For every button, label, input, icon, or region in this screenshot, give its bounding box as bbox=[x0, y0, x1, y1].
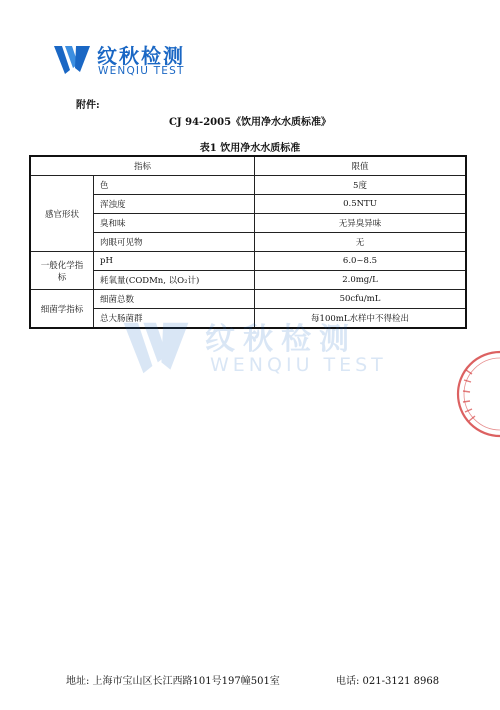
table-row bbox=[30, 233, 466, 252]
company-logo bbox=[52, 40, 222, 82]
header-limit: 限值 bbox=[255, 156, 467, 176]
wenqiu-logo-icon bbox=[52, 42, 92, 78]
footer-phone: 电话: 021-3121 8968 bbox=[336, 676, 440, 687]
limit-cell: 无异臭异味 bbox=[255, 214, 467, 233]
attachment-label: 附件: bbox=[76, 100, 100, 111]
limit-cell: 2.0mg/L bbox=[255, 271, 467, 290]
limit-cell: 0.5NTU bbox=[255, 195, 467, 214]
indicator-cell: 细菌总数 bbox=[94, 290, 255, 309]
limit-cell: 5度 bbox=[255, 176, 467, 195]
footer-address: 地址: 上海市宝山区长江西路101号197幢501室 bbox=[66, 676, 280, 687]
watermark-text-cn: 纹秋检测 bbox=[205, 322, 357, 357]
table-row bbox=[30, 176, 466, 195]
indicator-cell: 肉眼可见物 bbox=[94, 233, 255, 252]
indicator-cell: 总大肠菌群 bbox=[94, 309, 255, 329]
category-cell: 感官形状 bbox=[30, 176, 94, 252]
table-row bbox=[30, 214, 466, 233]
limit-cell: 每100mL水样中不得检出 bbox=[255, 309, 467, 329]
indicator-cell: 色 bbox=[94, 176, 255, 195]
red-seal-stamp bbox=[434, 348, 500, 440]
category-cell: 细菌学指标 bbox=[30, 290, 94, 329]
brand-name-en: WENQIU TEST bbox=[98, 65, 185, 77]
limit-cell: 无 bbox=[255, 233, 467, 252]
table-header-row bbox=[30, 156, 466, 176]
standard-title: CJ 94-2005《饮用净水水质标准》 bbox=[168, 117, 332, 128]
table-row bbox=[30, 195, 466, 214]
water-quality-table bbox=[29, 155, 467, 329]
table-caption: 表1 饮用净水水质标准 bbox=[199, 143, 301, 154]
indicator-cell: 臭和味 bbox=[94, 214, 255, 233]
brand-name-cn: 纹秋检测 bbox=[97, 44, 185, 68]
indicator-cell: 耗氧量(CODMn, 以O₂计) bbox=[94, 271, 255, 290]
indicator-cell: pH bbox=[94, 252, 255, 271]
category-cell: 一般化学指标 bbox=[30, 252, 94, 290]
watermark-text-en: WENQIU TEST bbox=[210, 354, 387, 376]
table-row bbox=[30, 252, 466, 271]
table-row bbox=[30, 309, 466, 329]
table-row bbox=[30, 271, 466, 290]
indicator-cell: 浑浊度 bbox=[94, 195, 255, 214]
limit-cell: 50cfu/mL bbox=[255, 290, 467, 309]
header-indicator: 指标 bbox=[30, 156, 255, 176]
limit-cell: 6.0~8.5 bbox=[255, 252, 467, 271]
table-row bbox=[30, 290, 466, 309]
